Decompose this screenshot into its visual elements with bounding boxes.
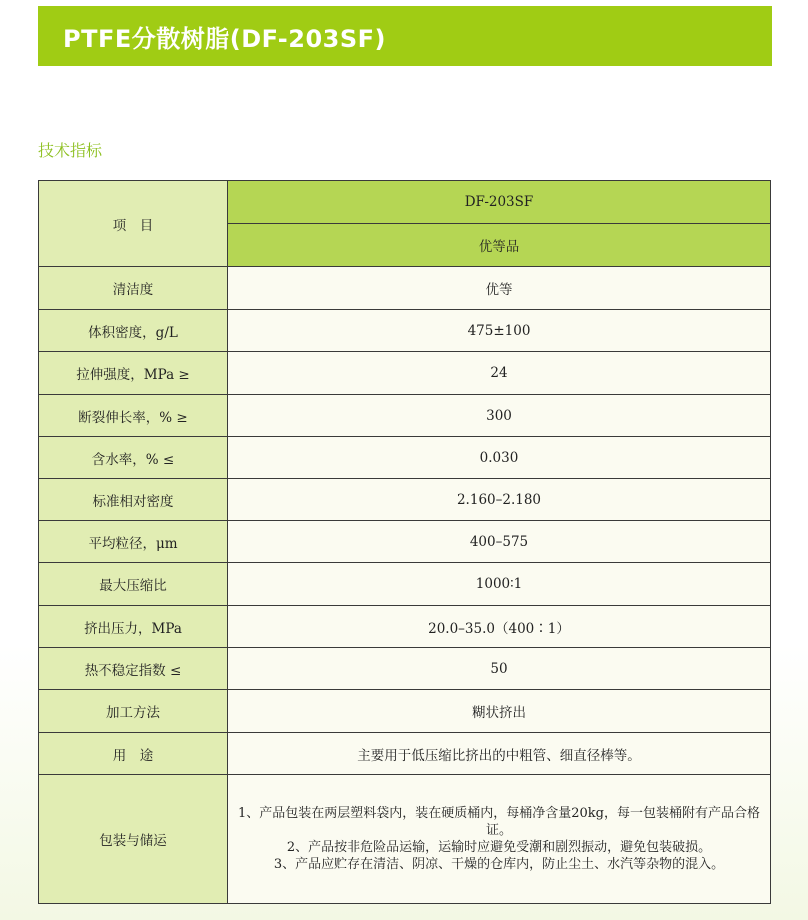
packaging-row: [39, 775, 771, 904]
row-value: 475±100: [228, 310, 771, 352]
packaging-label: 包装与储运: [39, 775, 228, 904]
packaging-note-line: 1、产品包装在两层塑料袋内，装在硬质桶内，每桶净含量20kg，每一包装桶附有产品合格证。: [237, 806, 760, 838]
row-label: 清洁度: [39, 267, 228, 310]
row-value: 20.0–35.0（400∶1）: [228, 606, 771, 648]
page-title: PTFE分散树脂(DF-203SF): [63, 24, 387, 53]
table-row: [39, 648, 771, 690]
table-row: [39, 395, 771, 437]
title-banner: [38, 6, 772, 66]
row-value: 0.030: [228, 437, 771, 479]
table-row: [39, 267, 771, 310]
row-label: 拉伸强度，MPa ≥: [39, 352, 228, 395]
section-heading: 技术指标: [38, 141, 103, 160]
row-label: 用 途: [39, 733, 228, 775]
item-header-cell: 项 目: [39, 181, 228, 267]
row-value: 24: [228, 352, 771, 395]
row-label: 热不稳定指数 ≤: [39, 648, 228, 690]
model-header-cell: DF-203SF: [228, 181, 771, 224]
row-value: 1000∶1: [228, 563, 771, 606]
table-row: [39, 521, 771, 563]
table-row: [39, 733, 771, 775]
row-label: 体积密度，g/L: [39, 310, 228, 352]
table-row: [39, 606, 771, 648]
packaging-note-line: 3、产品应贮存在清洁、阴凉、干燥的仓库内，防止尘土、水汽等杂物的混入。: [273, 857, 725, 872]
row-value: 糊状挤出: [228, 690, 771, 733]
row-label: 挤出压力，MPa: [39, 606, 228, 648]
packaging-notes: [228, 775, 771, 904]
table-row: [39, 690, 771, 733]
row-value: 50: [228, 648, 771, 690]
grade-header-cell: 优等品: [228, 224, 771, 267]
row-value: 400–575: [228, 521, 771, 563]
row-value: 主要用于低压缩比挤出的中粗管、细直径棒等。: [228, 733, 771, 775]
row-value: 2.160–2.180: [228, 479, 771, 521]
spec-table: [38, 180, 771, 904]
row-label: 最大压缩比: [39, 563, 228, 606]
table-row: [39, 479, 771, 521]
packaging-note-line: 2、产品按非危险品运输，运输时应避免受潮和剧烈振动，避免包装破损。: [286, 840, 712, 855]
row-label: 含水率，% ≤: [39, 437, 228, 479]
table-row: [39, 563, 771, 606]
row-value: 300: [228, 395, 771, 437]
table-row: [39, 352, 771, 395]
table-header-row: [39, 181, 771, 224]
table-row: [39, 437, 771, 479]
row-label: 断裂伸长率，% ≥: [39, 395, 228, 437]
row-label: 标准相对密度: [39, 479, 228, 521]
table-row: [39, 310, 771, 352]
row-value: 优等: [228, 267, 771, 310]
row-label: 平均粒径，μm: [39, 521, 228, 563]
row-label: 加工方法: [39, 690, 228, 733]
